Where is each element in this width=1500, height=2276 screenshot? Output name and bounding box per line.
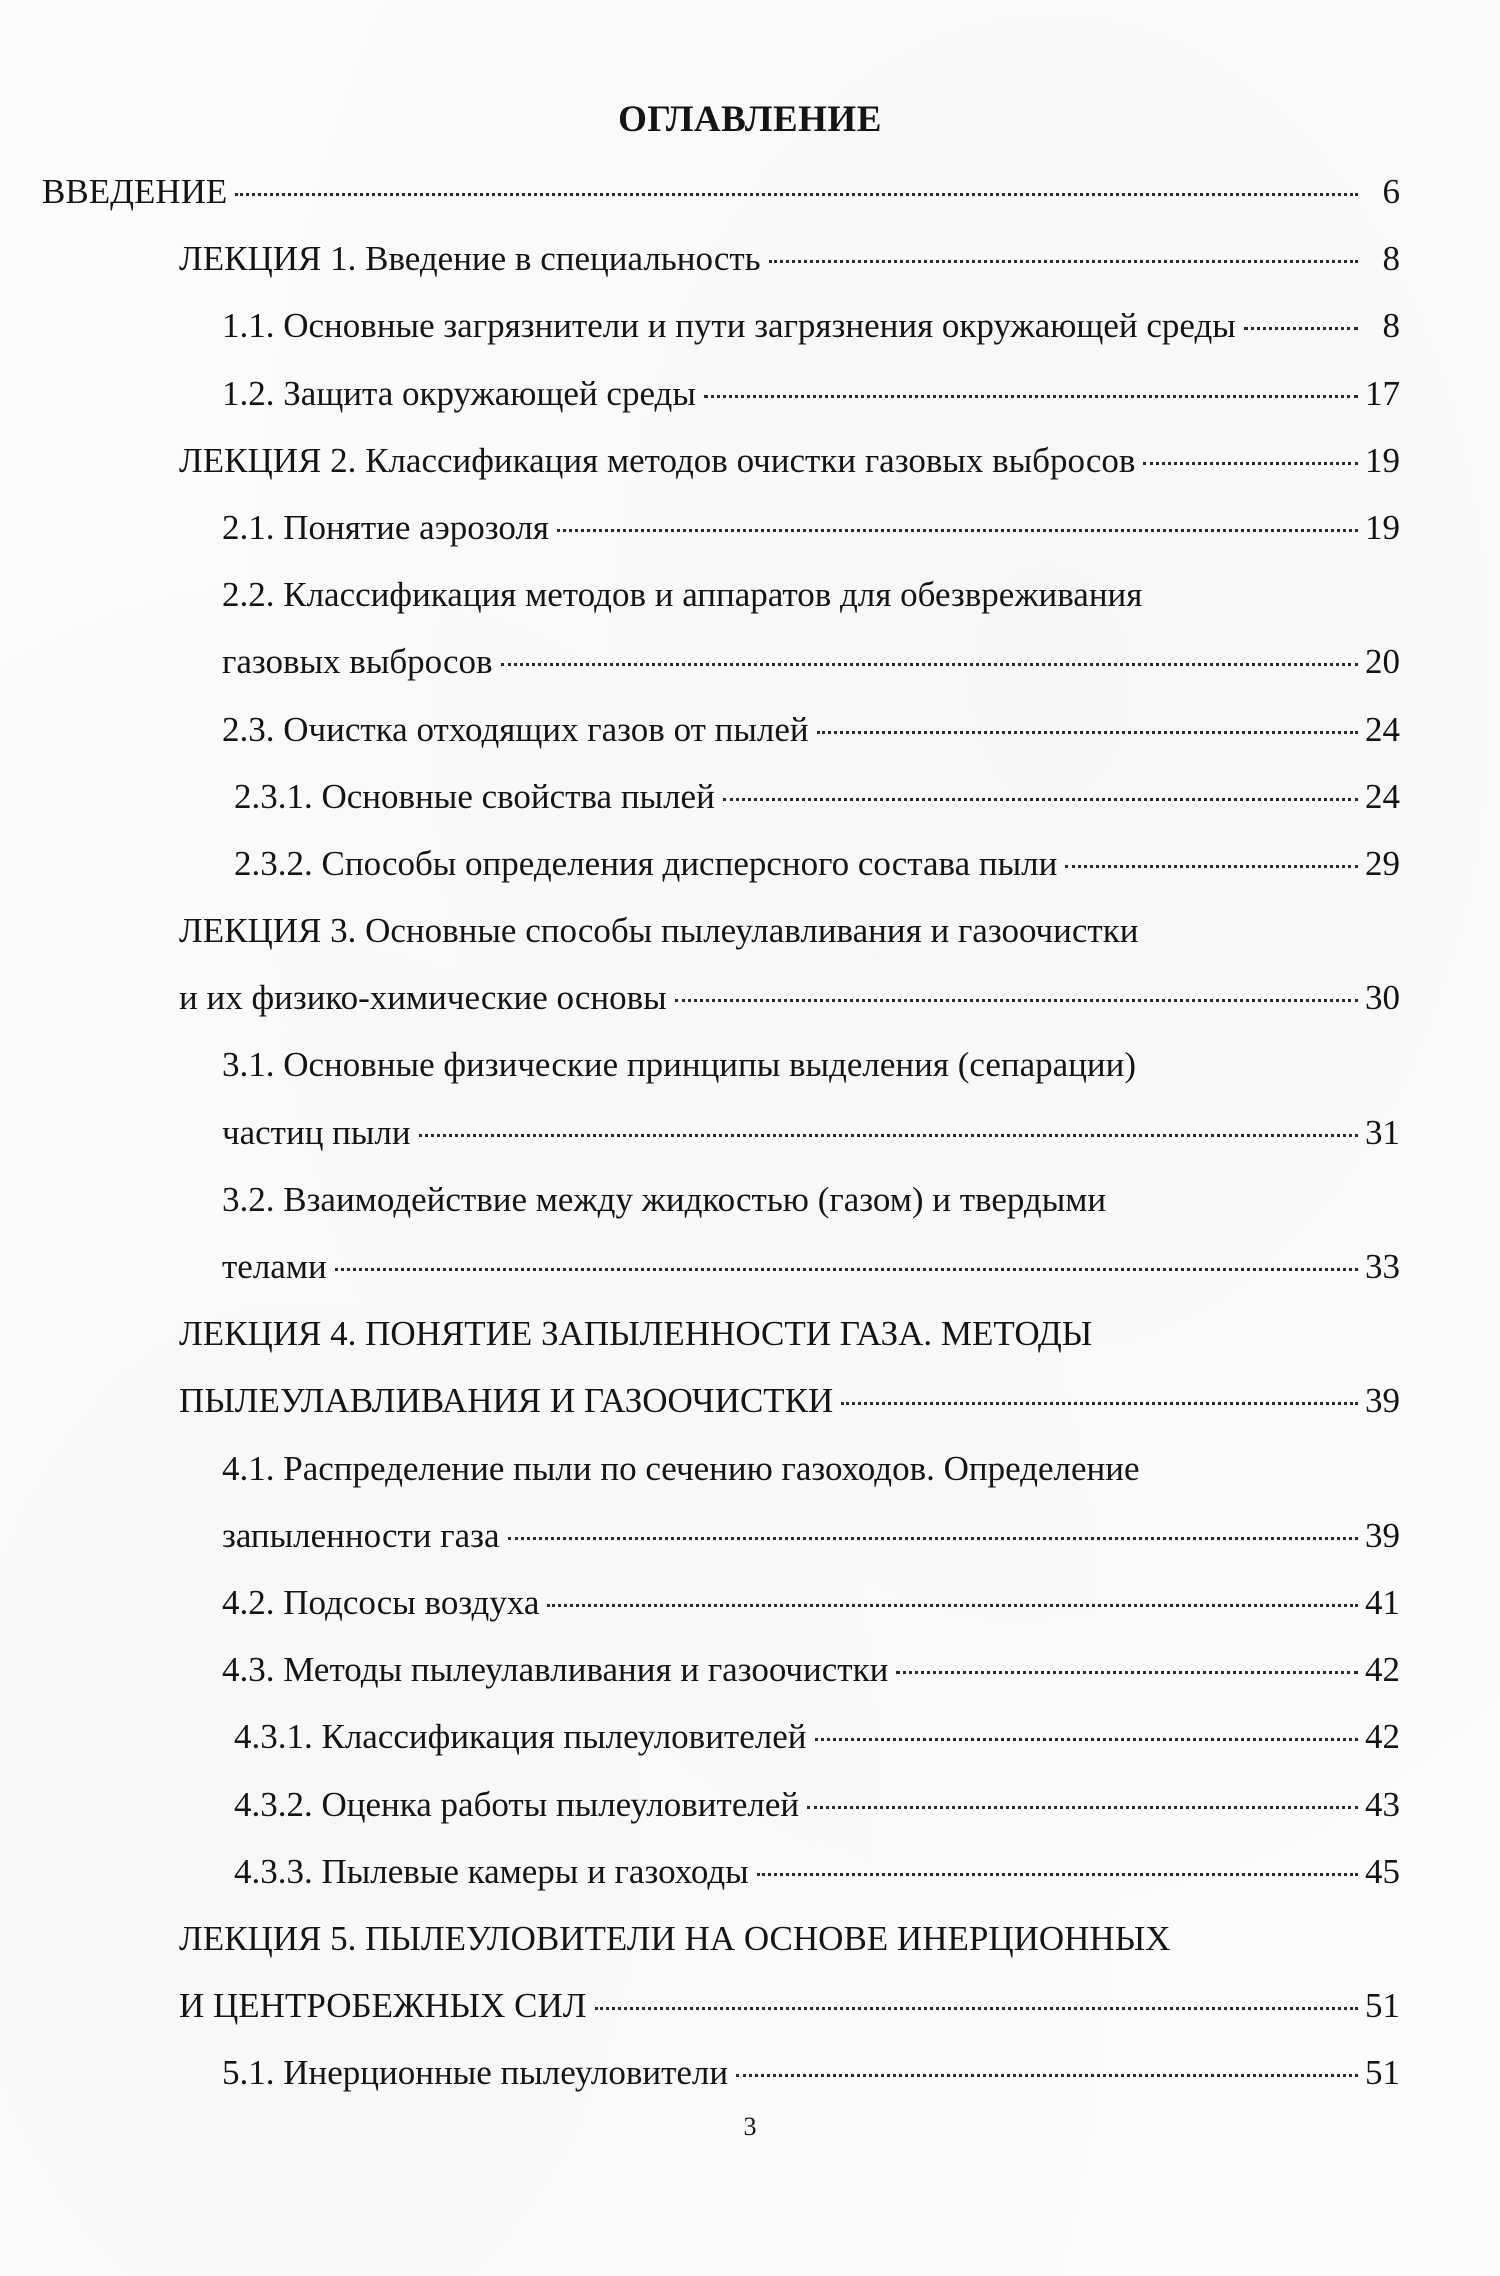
dot-leader [736, 2074, 1358, 2077]
toc-entry-text: 4.3.2. Оценка работы пылеуловителей [234, 1784, 800, 1824]
dot-leader [723, 798, 1358, 801]
toc-entry-text: И ЦЕНТРОБЕЖНЫХ СИЛ [179, 1986, 587, 2026]
page-number: 3 [743, 2112, 757, 2141]
dot-leader [335, 1268, 1358, 1271]
toc-entry-page: 33 [1365, 1247, 1400, 1286]
toc-entry[interactable] [42, 1233, 1400, 1300]
toc-entry[interactable] [42, 360, 1400, 427]
toc-entry-text: 3.2. Взаимодействие между жидкостью (газом) и твердыми [222, 1179, 1107, 1219]
toc-title: ОГЛАВЛЕНИЕ [618, 99, 882, 140]
dot-leader [547, 1604, 1358, 1607]
toc-entry-text: 1.2. Защита окружающей среды [222, 373, 696, 413]
toc-entry[interactable] [42, 2039, 1400, 2106]
toc-entry[interactable] [42, 1569, 1400, 1636]
toc-entry[interactable] [42, 1031, 1400, 1098]
toc-entry[interactable] [42, 561, 1400, 628]
dot-leader [501, 663, 1358, 666]
toc-entry[interactable] [42, 1502, 1400, 1569]
toc-entry-page: 6 [1382, 172, 1400, 211]
toc-entry-page: 31 [1365, 1112, 1400, 1152]
toc-entry-text: ЛЕКЦИЯ 1. Введение в специальность [179, 239, 761, 279]
toc-entry[interactable] [42, 158, 1400, 225]
toc-entry-page: 41 [1365, 1582, 1400, 1622]
dot-leader [419, 1134, 1358, 1137]
toc-entry[interactable] [42, 830, 1400, 897]
dot-leader [841, 1402, 1358, 1405]
toc-entry-page: 43 [1365, 1784, 1400, 1824]
toc-entry-page: 45 [1365, 1851, 1400, 1891]
toc-entry[interactable] [42, 1972, 1400, 2039]
toc-entry-text: ВВЕДЕНИЕ [42, 172, 228, 211]
dot-leader [896, 1671, 1358, 1674]
toc-entry-page: 29 [1365, 843, 1400, 883]
toc-entry[interactable] [42, 1367, 1400, 1434]
toc-entry-text: частиц пыли [222, 1112, 411, 1152]
toc-entry[interactable] [42, 1703, 1400, 1770]
toc-entry-text: ЛЕКЦИЯ 2. Классификация методов очистки газовых выбросов [179, 440, 1136, 480]
toc-entry-page: 51 [1365, 2053, 1400, 2093]
toc-entry-text: 5.1. Инерционные пылеуловители [222, 2053, 729, 2093]
toc-entry[interactable] [42, 1838, 1400, 1905]
toc-entry-text: 2.1. Понятие аэрозоля [222, 507, 549, 547]
toc-entry-page: 17 [1365, 373, 1400, 413]
dot-leader [807, 1806, 1358, 1809]
toc-entry-page: 19 [1365, 440, 1400, 480]
toc-entry-page: 51 [1365, 1986, 1400, 2026]
dot-leader [815, 1738, 1359, 1741]
dot-leader [508, 1537, 1358, 1540]
toc-entry[interactable] [42, 628, 1400, 695]
toc-entry-page: 30 [1365, 978, 1400, 1018]
toc-entry[interactable] [42, 763, 1400, 830]
toc-entry-text: запыленности газа [222, 1515, 500, 1555]
toc-entry-page: 39 [1365, 1515, 1400, 1555]
toc-entry-text: телами [222, 1247, 327, 1286]
toc-entry[interactable] [42, 1636, 1400, 1703]
toc-entry-text: 4.3.3. Пылевые камеры и газоходы [234, 1851, 749, 1891]
dot-leader [1143, 462, 1358, 465]
dot-leader [1065, 865, 1358, 868]
toc-entry-text: 4.1. Распределение пыли по сечению газоходов. Определение [222, 1448, 1140, 1488]
toc-entry-page: 24 [1365, 709, 1400, 749]
toc-entry[interactable] [42, 897, 1400, 964]
toc-entry-page: 42 [1365, 1650, 1400, 1690]
toc-entry[interactable] [42, 225, 1400, 292]
toc-entry[interactable] [42, 1435, 1400, 1502]
dot-leader [557, 529, 1358, 532]
toc-entry-text: ЛЕКЦИЯ 5. ПЫЛЕУЛОВИТЕЛИ НА ОСНОВЕ ИНЕРЦИОННЫХ [179, 1918, 1171, 1958]
toc-entry[interactable] [42, 292, 1400, 359]
toc-entry-text: 2.2. Классификация методов и аппаратов для обезвреживания [222, 575, 1143, 615]
toc-entry-text: 4.3.1. Классификация пылеуловителей [234, 1717, 807, 1757]
toc-entry-page: 42 [1365, 1717, 1400, 1757]
dot-leader [817, 731, 1358, 734]
dot-leader [757, 1873, 1358, 1876]
toc-entry-text: 4.3. Методы пылеулавливания и газоочистки [222, 1650, 889, 1690]
toc-entry-text: ЛЕКЦИЯ 3. Основные способы пылеулавливания и газоочистки [179, 911, 1139, 951]
toc-entry-text: 2.3.2. Способы определения дисперсного состава пыли [234, 843, 1058, 883]
toc-entry-text: 2.3. Очистка отходящих газов от пылей [222, 709, 809, 749]
toc-entry-page: 19 [1365, 507, 1400, 547]
toc-entry-text: газовых выбросов [222, 642, 493, 682]
toc-entry-page: 20 [1365, 642, 1400, 682]
toc-entry[interactable] [42, 1771, 1400, 1838]
dot-leader [595, 2007, 1358, 2010]
toc-entry-text: 4.2. Подсосы воздуха [222, 1582, 540, 1622]
toc-entry-text: и их физико-химические основы [179, 978, 667, 1018]
dot-leader [704, 395, 1358, 398]
toc-entry[interactable] [42, 964, 1400, 1031]
toc-entry-page: 39 [1365, 1381, 1400, 1421]
toc-entry[interactable] [42, 1905, 1400, 1972]
table-of-contents [42, 158, 1400, 2106]
toc-entry-text: 3.1. Основные физические принципы выделения (сепарации) [222, 1045, 1137, 1085]
dot-leader [235, 193, 1358, 196]
toc-entry-page: 8 [1382, 306, 1400, 346]
toc-entry-page: 8 [1382, 239, 1400, 279]
toc-entry-text: 1.1. Основные загрязнители и пути загрязнения окружающей среды [222, 306, 1236, 346]
dot-leader [675, 999, 1358, 1002]
toc-entry-text: 2.3.1. Основные свойства пылей [234, 776, 715, 816]
dot-leader [1244, 327, 1358, 330]
toc-entry-text: ПЫЛЕУЛАВЛИВАНИЯ И ГАЗООЧИСТКИ [179, 1381, 834, 1421]
toc-entry-page: 24 [1365, 776, 1400, 816]
toc-entry[interactable] [42, 427, 1400, 494]
dot-leader [769, 260, 1358, 263]
toc-entry[interactable] [42, 1300, 1400, 1367]
toc-entry[interactable] [42, 494, 1400, 561]
toc-entry[interactable] [42, 1099, 1400, 1166]
toc-entry[interactable] [42, 696, 1400, 763]
toc-entry[interactable] [42, 1166, 1400, 1233]
toc-entry-text: ЛЕКЦИЯ 4. ПОНЯТИЕ ЗАПЫЛЕННОСТИ ГАЗА. МЕТОДЫ [179, 1314, 1093, 1354]
